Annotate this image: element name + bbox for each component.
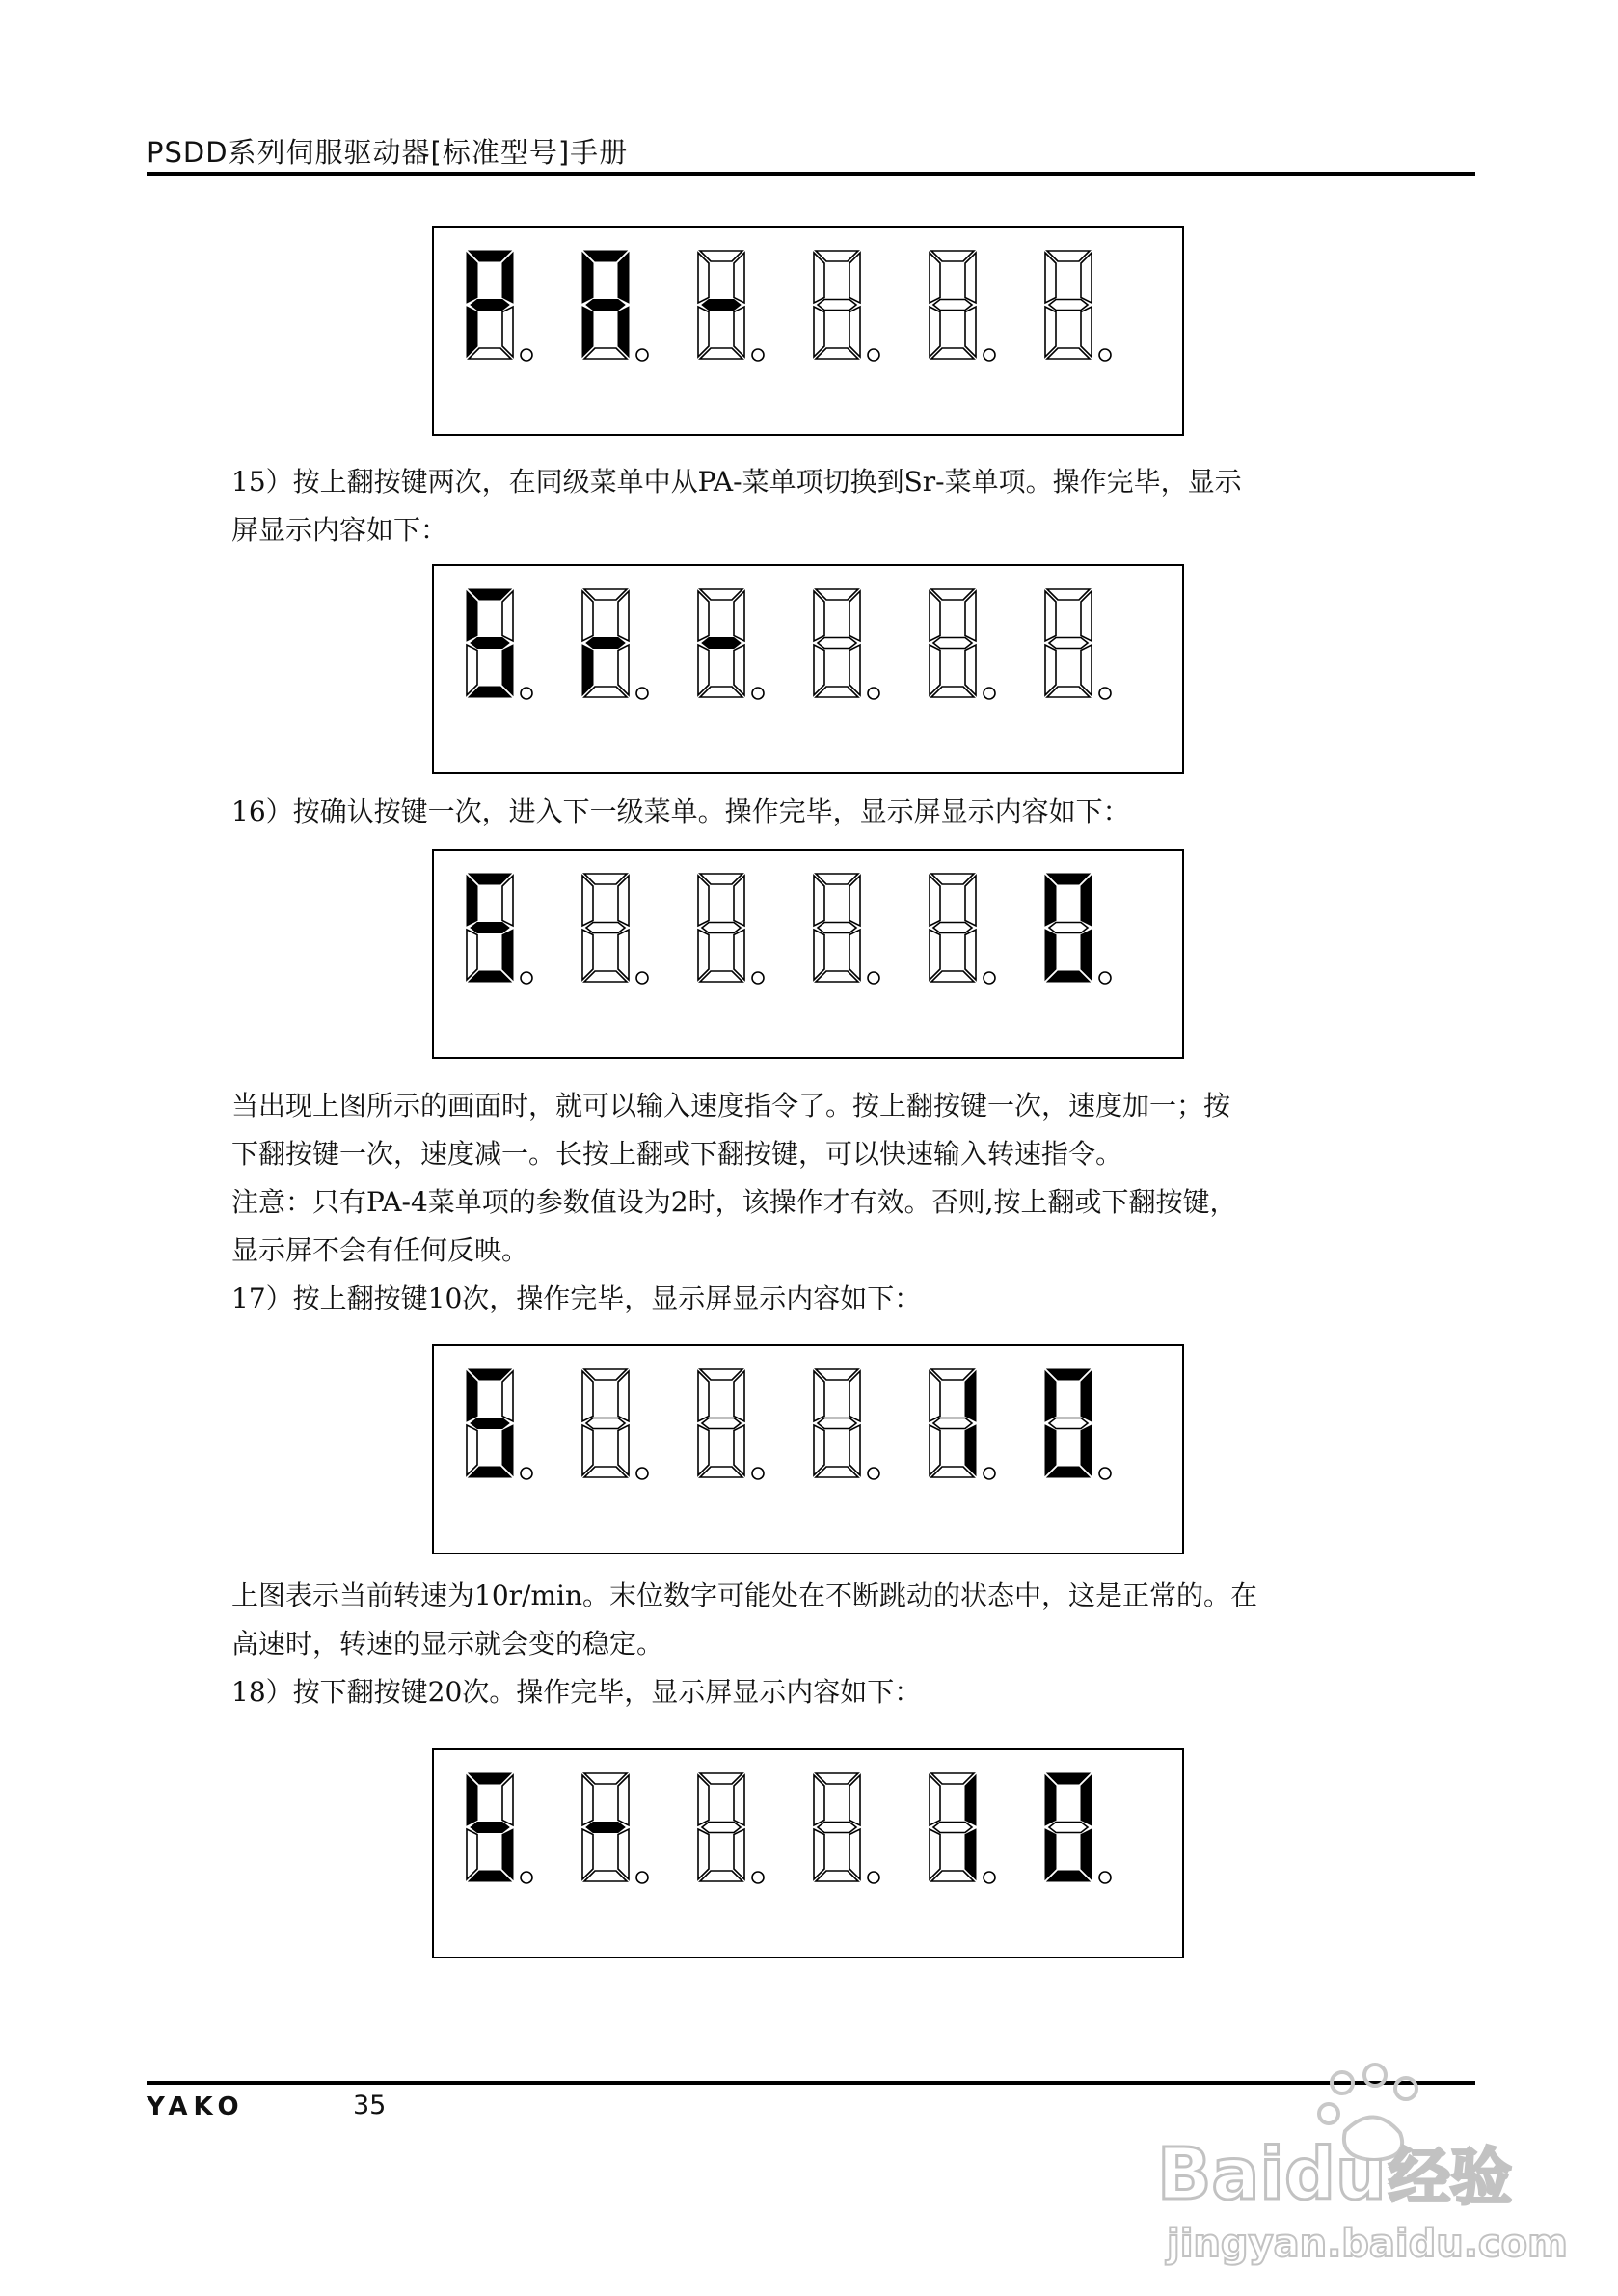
segment-c-on — [1081, 1425, 1092, 1475]
segment-e-on — [582, 645, 593, 695]
segment-c-on — [618, 307, 629, 357]
segment-f-off — [814, 876, 824, 926]
segment-f-on — [467, 1371, 477, 1421]
segment-g-off — [586, 1418, 625, 1429]
segment-d-off — [931, 1467, 974, 1477]
segment-e-off — [1045, 645, 1056, 695]
segment-c-off — [965, 930, 976, 980]
segment-f-off — [814, 591, 824, 641]
segment-e-off — [698, 307, 709, 357]
decimal-point-off — [636, 688, 648, 699]
segment-c-off — [965, 645, 976, 695]
segment-g-off — [818, 1823, 856, 1833]
segment-e-off — [930, 1425, 940, 1475]
segment-e-off — [930, 1829, 940, 1879]
segment-b-off — [618, 1371, 629, 1421]
segment-c-on — [1081, 930, 1092, 980]
decimal-point-off — [1099, 972, 1111, 984]
segment-e-off — [1045, 307, 1056, 357]
decimal-point-off — [752, 972, 764, 984]
segment-a-on — [469, 251, 511, 261]
segment-g-off — [818, 1418, 856, 1429]
decimal-point-off — [1099, 688, 1111, 699]
segment-g-off — [1049, 1418, 1088, 1429]
segment-e-on — [467, 307, 477, 357]
segment-a-off — [931, 874, 974, 884]
segment-a-on — [584, 251, 627, 261]
segment-d-off — [1047, 687, 1090, 697]
segment-d-off — [700, 1871, 742, 1881]
segment-g-off — [1049, 1823, 1088, 1833]
segment-b-off — [965, 876, 976, 926]
segment-a-off — [816, 874, 858, 884]
segment-c-off — [734, 645, 744, 695]
segment-e-off — [814, 645, 824, 695]
segment-d-off — [816, 348, 858, 359]
segment-e-on — [1045, 1425, 1056, 1475]
segment-a-off — [584, 1773, 627, 1784]
segment-c-off — [734, 307, 744, 357]
segment-a-off — [700, 589, 742, 600]
digit-5 — [930, 589, 995, 699]
segment-d-off — [931, 348, 974, 359]
segment-e-off — [467, 645, 477, 695]
digit-4 — [814, 1369, 879, 1479]
segment-f-on — [467, 1775, 477, 1825]
decimal-point-off — [636, 1872, 648, 1883]
segment-e-off — [814, 307, 824, 357]
segment-a-off — [816, 589, 858, 600]
digit-5 — [930, 251, 995, 361]
segment-f-off — [698, 591, 709, 641]
segment-b-off — [502, 1371, 513, 1421]
paragraph-step-17: 17）按上翻按键10次，操作完毕，显示屏显示内容如下： — [231, 1283, 922, 1314]
segment-f-off — [582, 591, 593, 641]
segment-a-off — [816, 1773, 858, 1784]
segment-a-off — [584, 874, 627, 884]
segment-g-on — [702, 638, 741, 649]
segment-f-off — [930, 1775, 940, 1825]
paragraph-speed-2: 下翻按键一次，速度减一。长按上翻或下翻按键，可以快速输入转速指令。 — [231, 1138, 1123, 1170]
segment-c-off — [1081, 307, 1092, 357]
segment-f-on — [467, 591, 477, 641]
segment-g-off — [586, 923, 625, 933]
decimal-point-off — [1099, 349, 1111, 361]
segment-g-off — [933, 1418, 972, 1429]
segment-b-off — [849, 1775, 860, 1825]
segment-a-off — [931, 589, 974, 600]
segment-e-off — [582, 1425, 593, 1475]
segment-e-on — [1045, 930, 1056, 980]
segment-a-off — [700, 1773, 742, 1784]
decimal-point-off — [636, 1468, 648, 1479]
digit-3 — [698, 1773, 764, 1883]
paragraph-rpm-1: 上图表示当前转速为10r/min。末位数字可能处在不断跳动的状态中，这是正常的。在 — [231, 1580, 1257, 1611]
segment-b-off — [849, 253, 860, 303]
paragraph-step-15-line-1: 15）按上翻按键两次，在同级菜单中从PA-菜单项切换到Sr-菜单项。操作完毕，显示 — [231, 466, 1242, 498]
segment-f-off — [814, 253, 824, 303]
segment-g-on — [471, 923, 509, 933]
segment-b-off — [502, 876, 513, 926]
segment-g-off — [702, 1418, 741, 1429]
decimal-point-off — [752, 1468, 764, 1479]
digit-1 — [467, 1773, 532, 1883]
segment-b-off — [734, 253, 744, 303]
segment-d-off — [700, 971, 742, 982]
segment-b-on — [1081, 1371, 1092, 1421]
seven-segment-display-5 — [432, 1748, 1184, 1958]
segment-c-off — [502, 307, 513, 357]
segment-f-on — [1045, 1775, 1056, 1825]
segment-d-off — [584, 1871, 627, 1881]
segment-f-off — [930, 1371, 940, 1421]
segment-b-off — [618, 591, 629, 641]
digit-2 — [582, 874, 648, 984]
segment-f-on — [467, 876, 477, 926]
segment-b-on — [965, 1371, 976, 1421]
segment-b-on — [1081, 1775, 1092, 1825]
digit-6 — [1045, 251, 1111, 361]
page-header-title: PSDD系列伺服驱动器[标准型号]手册 — [147, 136, 629, 169]
segment-e-off — [814, 930, 824, 980]
digit-3 — [698, 251, 764, 361]
segment-a-on — [1047, 874, 1090, 884]
seven-segment-display-3 — [432, 849, 1184, 1059]
segment-a-off — [700, 874, 742, 884]
watermark-brand-a: Bai — [1157, 2133, 1284, 2216]
segment-g-on — [586, 1823, 625, 1833]
decimal-point-off — [752, 688, 764, 699]
segment-e-off — [930, 645, 940, 695]
segment-b-off — [965, 253, 976, 303]
segment-c-off — [734, 1829, 744, 1879]
decimal-point-off — [521, 972, 532, 984]
segment-d-on — [469, 687, 511, 697]
segment-d-on — [1047, 1467, 1090, 1477]
decimal-point-off — [752, 1872, 764, 1883]
segment-c-on — [502, 1425, 513, 1475]
digit-1 — [467, 1369, 532, 1479]
segment-g-off — [1049, 638, 1088, 649]
digit-4 — [814, 251, 879, 361]
page-number: 35 — [353, 2091, 387, 2120]
segment-e-on — [582, 307, 593, 357]
segment-a-off — [931, 251, 974, 261]
segment-g-off — [933, 300, 972, 311]
segment-g-on — [471, 300, 509, 311]
segment-f-off — [582, 876, 593, 926]
segment-b-off — [734, 876, 744, 926]
segment-d-off — [584, 687, 627, 697]
digit-4 — [814, 1773, 879, 1883]
segment-a-off — [931, 1773, 974, 1784]
segment-e-off — [467, 1829, 477, 1879]
segment-a-off — [584, 589, 627, 600]
watermark-brand-b: du — [1284, 2133, 1387, 2216]
segment-d-off — [816, 1871, 858, 1881]
segment-c-on — [965, 1829, 976, 1879]
decimal-point-off — [521, 1468, 532, 1479]
segment-c-off — [849, 930, 860, 980]
segment-c-on — [1081, 1829, 1092, 1879]
digit-4 — [814, 874, 879, 984]
segment-a-off — [816, 251, 858, 261]
seven-segment-display-2 — [432, 564, 1184, 774]
decimal-point-off — [984, 1872, 995, 1883]
segment-f-off — [698, 1371, 709, 1421]
segment-b-off — [965, 591, 976, 641]
segment-c-off — [618, 1829, 629, 1879]
segment-f-on — [1045, 876, 1056, 926]
segment-f-off — [814, 1775, 824, 1825]
segment-e-off — [698, 930, 709, 980]
segment-g-off — [818, 923, 856, 933]
decimal-point-off — [868, 1872, 879, 1883]
paragraph-step-18: 18）按下翻按键20次。操作完毕，显示屏显示内容如下： — [231, 1676, 922, 1708]
digit-2 — [582, 251, 648, 361]
seven-segment-display-4 — [432, 1344, 1184, 1554]
segment-g-on — [471, 1418, 509, 1429]
segment-g-off — [702, 1823, 741, 1833]
decimal-point-off — [1099, 1468, 1111, 1479]
segment-f-off — [698, 253, 709, 303]
decimal-point-off — [984, 972, 995, 984]
segment-f-off — [582, 1775, 593, 1825]
segment-d-off — [816, 687, 858, 697]
segment-g-off — [818, 300, 856, 311]
segment-a-on — [1047, 1369, 1090, 1380]
decimal-point-off — [868, 1468, 879, 1479]
segment-e-on — [1045, 1829, 1056, 1879]
segment-d-off — [931, 1871, 974, 1881]
digit-1 — [467, 874, 532, 984]
digit-1 — [467, 251, 532, 361]
segment-g-on — [586, 300, 625, 311]
segment-d-off — [469, 348, 511, 359]
digit-6 — [1045, 1369, 1111, 1479]
digit-5 — [930, 1773, 995, 1883]
segment-d-off — [700, 348, 742, 359]
decimal-point-off — [984, 688, 995, 699]
decimal-point-off — [868, 972, 879, 984]
segment-c-off — [849, 1829, 860, 1879]
segment-c-off — [1081, 645, 1092, 695]
decimal-point-off — [868, 349, 879, 361]
segment-b-on — [618, 253, 629, 303]
segment-f-on — [582, 253, 593, 303]
segment-a-on — [1047, 1773, 1090, 1784]
segment-f-off — [582, 1371, 593, 1421]
segment-g-on — [702, 300, 741, 311]
segment-g-off — [1049, 300, 1088, 311]
segment-c-on — [502, 930, 513, 980]
segment-f-off — [698, 876, 709, 926]
segment-e-off — [930, 307, 940, 357]
segment-d-off — [931, 687, 974, 697]
segment-g-on — [471, 1823, 509, 1833]
segment-c-on — [502, 1829, 513, 1879]
segment-d-off — [700, 1467, 742, 1477]
header-rule — [147, 172, 1475, 176]
digit-5 — [930, 1369, 995, 1479]
segment-a-off — [700, 251, 742, 261]
segment-a-off — [1047, 589, 1090, 600]
segment-e-off — [814, 1425, 824, 1475]
segment-b-off — [734, 1775, 744, 1825]
segment-e-off — [814, 1829, 824, 1879]
segment-a-on — [469, 589, 511, 600]
segment-b-on — [502, 253, 513, 303]
paragraph-rpm-2: 高速时，转速的显示就会变的稳定。 — [231, 1628, 664, 1660]
segment-c-off — [618, 645, 629, 695]
segment-g-off — [933, 923, 972, 933]
segment-c-off — [734, 930, 744, 980]
decimal-point-off — [984, 349, 995, 361]
segment-g-off — [818, 638, 856, 649]
digit-6 — [1045, 589, 1111, 699]
digit-6 — [1045, 1773, 1111, 1883]
segment-e-off — [467, 930, 477, 980]
yako-logo: YAKO — [147, 2093, 245, 2121]
segment-d-off — [584, 348, 627, 359]
segment-b-off — [734, 1371, 744, 1421]
decimal-point-off — [636, 349, 648, 361]
segment-c-off — [618, 930, 629, 980]
segment-d-on — [469, 1871, 511, 1881]
segment-b-off — [618, 876, 629, 926]
segment-c-off — [618, 1425, 629, 1475]
segment-e-off — [930, 930, 940, 980]
decimal-point-off — [752, 349, 764, 361]
segment-b-off — [734, 591, 744, 641]
segment-e-off — [582, 930, 593, 980]
segment-f-off — [698, 1775, 709, 1825]
segment-a-on — [469, 874, 511, 884]
segment-g-off — [933, 1823, 972, 1833]
segment-e-off — [698, 1829, 709, 1879]
segment-f-off — [930, 253, 940, 303]
segment-c-off — [965, 307, 976, 357]
segment-f-off — [1045, 253, 1056, 303]
segment-c-off — [849, 1425, 860, 1475]
decimal-point-off — [521, 1872, 532, 1883]
segment-a-on — [469, 1369, 511, 1380]
digit-2 — [582, 1369, 648, 1479]
segment-g-off — [933, 638, 972, 649]
paragraph-note-1: 注意：只有PA-4菜单项的参数值设为2时，该操作才有效。否则,按上翻或下翻按键， — [231, 1186, 1237, 1218]
decimal-point-off — [868, 688, 879, 699]
watermark-url: jingyan.baidu.com — [1167, 2222, 1568, 2266]
segment-e-off — [582, 1829, 593, 1879]
segment-b-off — [849, 591, 860, 641]
segment-d-off — [584, 971, 627, 982]
segment-g-off — [1049, 923, 1088, 933]
segment-e-off — [698, 645, 709, 695]
digit-6 — [1045, 874, 1111, 984]
segment-g-off — [702, 923, 741, 933]
digit-3 — [698, 589, 764, 699]
segment-d-off — [816, 971, 858, 982]
paragraph-note-2: 显示屏不会有任何反映。 — [231, 1234, 529, 1266]
segment-c-off — [734, 1425, 744, 1475]
decimal-point-off — [1099, 1872, 1111, 1883]
segment-c-on — [502, 645, 513, 695]
paragraph-step-16: 16）按确认按键一次，进入下一级菜单。操作完毕，显示屏显示内容如下： — [231, 796, 1130, 827]
segment-d-off — [700, 687, 742, 697]
digit-1 — [467, 589, 532, 699]
segment-d-off — [584, 1467, 627, 1477]
segment-a-on — [469, 1773, 511, 1784]
segment-d-on — [469, 971, 511, 982]
segment-d-off — [931, 971, 974, 982]
segment-e-off — [467, 1425, 477, 1475]
segment-a-off — [584, 1369, 627, 1380]
digit-2 — [582, 1773, 648, 1883]
segment-b-off — [1081, 253, 1092, 303]
seven-segment-display-1 — [432, 226, 1184, 436]
watermark-brand-c: 经验 — [1389, 2143, 1512, 2214]
segment-f-off — [1045, 591, 1056, 641]
segment-b-off — [849, 1371, 860, 1421]
segment-f-off — [930, 876, 940, 926]
segment-a-off — [1047, 251, 1090, 261]
segment-g-on — [586, 638, 625, 649]
digit-4 — [814, 589, 879, 699]
segment-b-off — [618, 1775, 629, 1825]
segment-d-off — [1047, 348, 1090, 359]
baidu-jingyan-watermark — [1147, 2054, 1572, 2276]
digit-5 — [930, 874, 995, 984]
paragraph-step-15-line-2: 屏显示内容如下： — [231, 514, 448, 546]
segment-b-off — [502, 591, 513, 641]
segment-b-on — [965, 1775, 976, 1825]
segment-c-off — [849, 307, 860, 357]
segment-a-off — [931, 1369, 974, 1380]
segment-e-off — [698, 1425, 709, 1475]
segment-d-on — [1047, 971, 1090, 982]
segment-a-off — [816, 1369, 858, 1380]
segment-b-off — [1081, 591, 1092, 641]
segment-g-on — [471, 638, 509, 649]
segment-f-on — [467, 253, 477, 303]
segment-c-on — [965, 1425, 976, 1475]
segment-f-off — [814, 1371, 824, 1421]
paragraph-speed-1: 当出现上图所示的画面时，就可以输入速度指令了。按上翻按键一次，速度加一；按 — [231, 1090, 1231, 1121]
digit-3 — [698, 1369, 764, 1479]
segment-c-off — [849, 645, 860, 695]
decimal-point-off — [521, 349, 532, 361]
decimal-point-off — [636, 972, 648, 984]
segment-f-on — [1045, 1371, 1056, 1421]
decimal-point-off — [984, 1468, 995, 1479]
segment-b-off — [849, 876, 860, 926]
segment-b-on — [1081, 876, 1092, 926]
segment-d-on — [1047, 1871, 1090, 1881]
segment-d-on — [469, 1467, 511, 1477]
digit-3 — [698, 874, 764, 984]
digit-2 — [582, 589, 648, 699]
segment-f-off — [930, 591, 940, 641]
segment-b-off — [502, 1775, 513, 1825]
segment-d-off — [816, 1467, 858, 1477]
segment-a-off — [700, 1369, 742, 1380]
decimal-point-off — [521, 688, 532, 699]
